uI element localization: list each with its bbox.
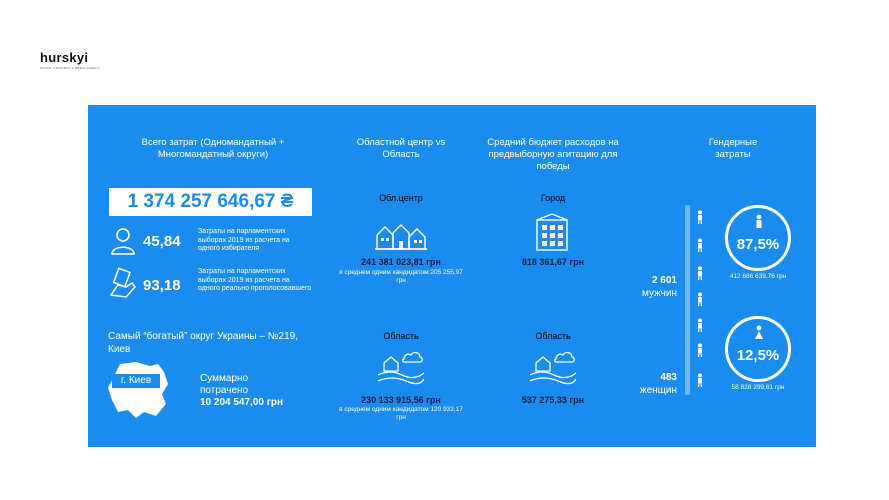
region-label-2: Область — [535, 331, 571, 341]
region-total: 230 133 915,56 грн — [361, 395, 441, 405]
region-center-avg-note: в среднем одним кандидатом 205 255,97 грн — [339, 269, 463, 284]
rural-house-icon — [378, 349, 424, 385]
logo-word: hurskyi — [40, 50, 89, 65]
person-icon — [695, 266, 705, 280]
infographic-panel — [88, 105, 816, 447]
women-count: 483 — [660, 372, 677, 383]
kyiv-map-label: г. Киев — [112, 374, 160, 388]
cost-per-actual-voter-value: 93,18 — [143, 277, 181, 294]
logo — [40, 50, 100, 70]
men-label: мужчин — [642, 288, 677, 299]
region-label: Область — [383, 331, 419, 341]
cost-per-voter-text: Затраты на парламентских выборах 2019 из расчета на одного избирателя — [198, 228, 290, 252]
voter-icon — [110, 227, 136, 255]
city-label: Город — [540, 193, 566, 203]
women-label: женщин — [639, 385, 677, 396]
richest-district-text: Самый “богатый” округ Украины – №219, Киев — [108, 331, 298, 355]
gender-bar — [685, 205, 690, 395]
person-icon — [695, 238, 705, 252]
houses-icon — [375, 223, 427, 251]
region-avg-budget: 537 275,33 грн — [521, 395, 585, 405]
men-count: 2 601 — [651, 275, 677, 286]
total-costs-header: Всего затрат (Одномандатный + Многомандатный округи) — [141, 137, 285, 160]
total-spent-label: Суммарно потрачено — [200, 373, 249, 396]
avg-win-budget-header: Средний бюджет расходов на предвыборную агитацию для победы — [487, 137, 619, 172]
cost-per-voter-value: 45,84 — [143, 233, 181, 250]
men-amount: 412 686 639,76 грн — [729, 273, 787, 280]
women-share-circle — [725, 316, 791, 382]
person-icon — [695, 373, 705, 387]
total-spent-value: 10 204 547,00 грн — [200, 397, 284, 408]
logo-tagline: SOCIAL STRATEGY & MEDIA AGENCY — [40, 66, 100, 70]
total-costs-value: 1 374 257 646,67 ₴ — [109, 188, 312, 216]
region-center-total: 241 381 023,81 грн — [361, 257, 441, 267]
cost-per-actual-voter-text: Затраты на парламентских выборах 2019 из расчета на одного реально проголосовавшего — [198, 268, 312, 292]
man-icon — [753, 214, 765, 228]
person-icon — [695, 292, 705, 306]
ballot-hand-icon — [108, 267, 138, 299]
gender-costs-header: Гендерные затраты — [708, 137, 758, 160]
person-icon — [695, 343, 705, 357]
city-avg-budget: 818 361,67 грн — [521, 257, 585, 267]
person-icon — [695, 318, 705, 332]
city-buildings-icon — [533, 212, 571, 252]
region-avg-note: в среднем одним кандидатом 120 932,17 грн — [339, 406, 463, 421]
men-share-pct: 87,5% — [736, 236, 780, 253]
person-icon — [695, 210, 705, 224]
women-share-pct: 12,5% — [736, 347, 780, 364]
region-center-vs-region-header: Областной центр vs Область — [356, 137, 446, 160]
kyiv-map-icon — [106, 360, 172, 420]
region-center-label: Обл.центр — [379, 193, 423, 203]
women-amount: 58 828 299,61 грн — [731, 384, 785, 391]
rural-house-icon-2 — [530, 349, 576, 385]
men-share-circle — [725, 205, 791, 271]
woman-icon — [753, 325, 765, 339]
